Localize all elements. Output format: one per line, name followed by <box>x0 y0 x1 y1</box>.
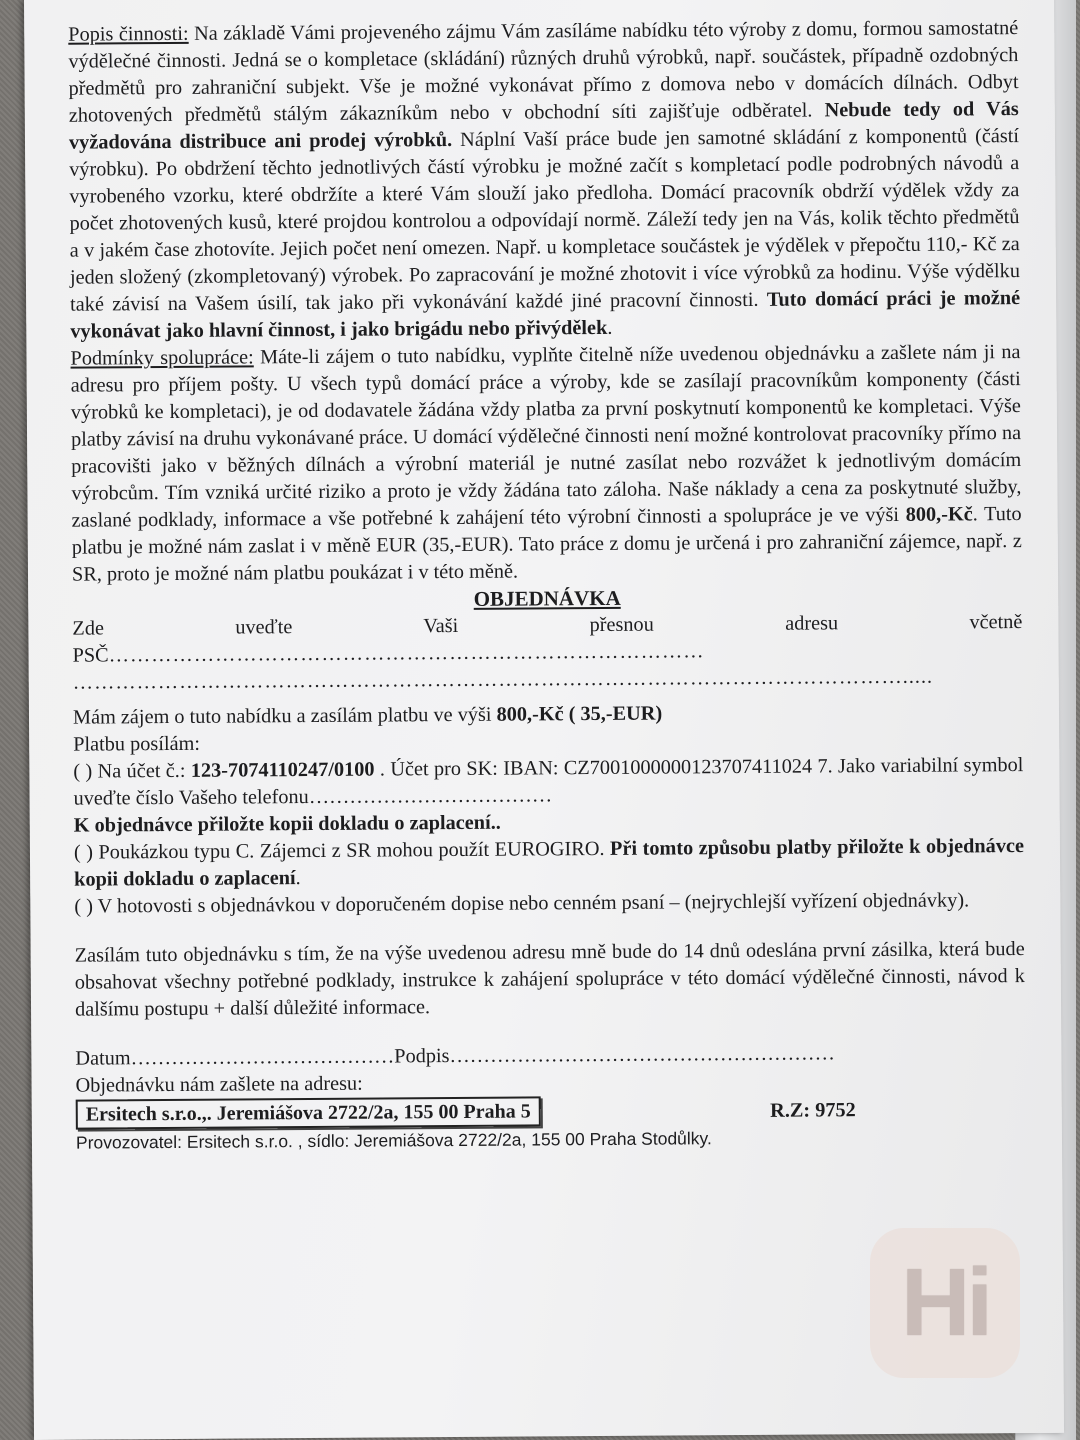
confirmation-paragraph: Zasílám tuto objednávku s tím, že na výše uvedenou adresu mně bude do 14 dnů odeslána první zásilka, která bude obsahovat všechny potřebné podklady, instrukce k zahájení spolupráce v této domácí výdělečné činnosti, návod k dalšímu postupu + další důležité informace. <box>74 938 1025 1021</box>
conditions-label: Podmínky spolupráce: <box>70 346 254 370</box>
description-label: Popis činnosti: <box>68 22 189 46</box>
payment-option-cash: ( ) V hotovosti s objednávkou v doporučeném dopise nebo cenném psaní – (nejrychlejší vyřízení objednávky). <box>74 889 970 918</box>
signature-field: Podpis………………………………………………… <box>394 1042 835 1068</box>
operator-footer: Provozovatel: Ersitech s.r.o. , sídlo: Jeremiášova 2722/2a, 155 00 Praha Stodůlky. <box>75 1128 712 1153</box>
document-page <box>24 0 1064 1440</box>
hi-watermark-logo: Hi <box>870 1228 1020 1378</box>
address-dotted-line: ………………………………………………………………………………………………………..... <box>72 665 934 694</box>
payment-option-voucher: ( ) Poukázkou typu C. Zájemci z SR mohou použít EUROGIRO. Při tomto způsobu platby přiložte k objednávce kopii dokladu o zaplacení. <box>73 835 1025 891</box>
interest-line: Mám zájem o tuto nabídku a zasílám platbu ve výši 800,-Kč ( 35,-EUR) <box>72 702 663 729</box>
payment-label: Platbu posílám: <box>73 732 201 756</box>
registration-number: R.Z: 9752 <box>770 1099 856 1122</box>
attach-receipt-note: K objednávce přiložte kopii dokladu o zaplacení.. <box>73 811 501 837</box>
date-field: Datum………………………………… <box>75 1045 395 1070</box>
conditions-paragraph: Podmínky spolupráce: Máte-li zájem o tuto nabídku, vyplňte čitelně níže uvedenou objednávku a zašlete nám ji na adresu pro příjem pošty. U všech typů domácí práce a výroby, kde se zasílají pracovníkům komponenty (části výrobků ke kompletaci), je od dodavatele žádána vždy platba za první poskytnutí komponentů ke kompletaci. Výše platby závisí na druhu vykonávané práce. U domácí výdělečné činnosti není možné kontrolovat pracovníky přímo na pracovišti jako v běžných dílnách a výrobní materiál je nutné zasílat nebo rozvážet k jednotlivým domácím výrobcům. Tím vzniká určité riziko a proto je vždy žádána tato záloha. Naše náklady a cena za poskytnuté služby, zaslané podklady, informace a vše potřebné k zahájení této výrobní činnosti a spolupráce je ve výši 800,-Kč. Tuto platbu je možné nám zaslat i v měně EUR (35,-EUR). Tato práce z domu je určená i pro zahraniční zájemce, např. z SR, proto je možné nám platbu poukázat i v této měně. <box>70 341 1022 586</box>
description-paragraph: Popis činnosti: Na základě Vámi projeveného zájmu Vám zasíláme nabídku této výroby z domu, formou samostatné výdělečné činnosti. Jedná se o kompletace (skládání) různých druhů výrobků, např. součástek, případně ozdobných předmětů pro zahraniční subjekt. Vše je možné vykonávat přímo z domova nebo v domácích dílnách. Odbyt zhotovených předmětů stálým zákazníkům nebo v obchodní síti zajišťuje odběratel. Nebude tedy od Vás vyžadována distribuce ani prodej výrobků. Náplní Vaší práce bude jen samotné skládání z komponentů (částí výrobku). Po obdržení těchto jednotlivých částí výrobku je možné začít s kompletací podle podrobných návodů a vyrobeného vzorku, které obdržíte a které Vám slouží jako předloha. Domácí pracovník obdrží výdělek vždy za počet zhotovených kusů, které projdou kontrolou a odpovídají normě. Záleží tedy jen na Vás, kolik těchto předmětů a v jakém čase zhotovíte. Jejich počet není omezen. Např. u kompletace součástek je výdělek v přepočtu 110,- Kč za jeden složený (zkompletovaný) výrobek. Po zapracování je možné zhotovit i více výrobků za hodinu. Výše výdělku také závisí na Vašem úsilí, tak jako při vykonávání každé jiné pracovní činnosti. Tuto domácí práci je možné vykonávat jako hlavní činnost, i jako brigádu nebo přivýdělek. <box>68 17 1021 343</box>
address-box: Ersitech s.r.o.,. Jeremiášova 2722/2a, 155 00 Praha 5 <box>76 1096 541 1129</box>
payment-option-account: ( ) Na účet č.: 123-7074110247/0100 . Účet pro SK: IBAN: CZ7001000000123707411024 7. Jako variabilní symbol uveďte číslo Vašeho telefonu……………………………… <box>73 754 1024 810</box>
document-text <box>68 15 1026 1157</box>
address-prompt-line: Zde uveďte Vaši přesnou adresu včetně PSČ………………………………………………………………………… <box>72 611 1023 667</box>
order-title: OBJEDNÁVKA <box>473 585 621 611</box>
send-to-label: Objednávku nám zašlete na adresu: <box>75 1072 363 1097</box>
